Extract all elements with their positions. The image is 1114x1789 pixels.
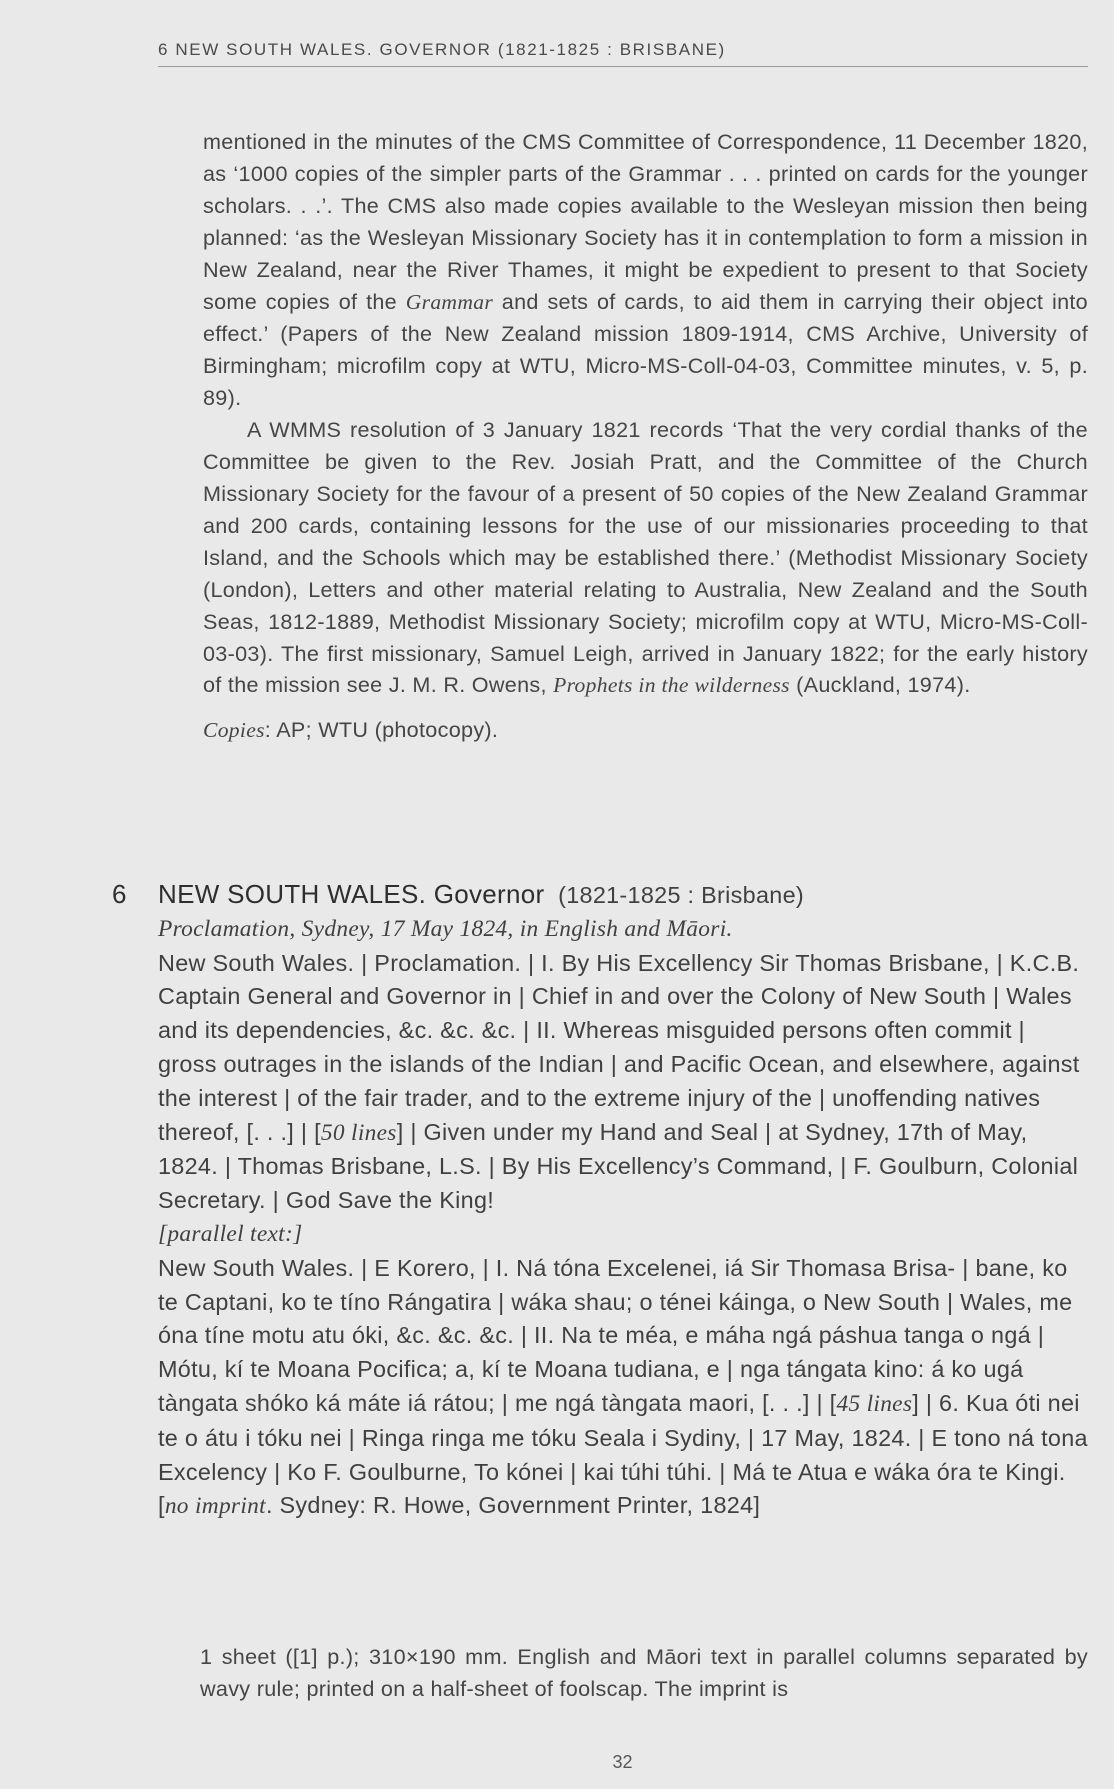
maori-transcription xyxy=(158,1252,1090,1524)
note-text: A WMMS resolution of 3 January 1821 records ‘That the very cordial thanks of the Committee be given to the Rev. Josiah Pratt, and the Committee of the Church Missionary Society for the favour of a present of 50 copies of the New Zealand Grammar and 200 cards, containing lessons for the use of our missionaries proceeding to that Island, and the Schools which may be established there.’ (Methodist Missionary Society (London), Letters and other material relating to Australia, New Zealand and the South Seas, 1812-1889, Methodist Missionary Society; microfilm copy at WTU, Micro-MS-Coll-03-03). The first missionary, Samuel Leigh, arrived in January 1822; for the early history of the mission see J. M. R. Owens, xyxy=(203,417,1088,698)
note-text: (Auckland, 1974). xyxy=(789,672,971,698)
copies-text: : AP; WTU (photocopy). xyxy=(264,717,499,743)
note-text: and sets of cards, to aid them in carrying their object into effect.’ (Papers of the New Zealand mission 1809-1914, CMS Archive, University of Birmingham; microfilm copy at WTU, Micro-MS-Coll-04-03, Committee minutes, v. 5, p. 89). xyxy=(203,288,1088,411)
note-paragraph xyxy=(203,414,1088,702)
catalogue-entry xyxy=(158,878,1090,1524)
note-italic: Grammar xyxy=(405,289,494,314)
english-transcription xyxy=(158,947,1090,1218)
transcription-text: New South Wales. | Proclamation. | I. By His Excellency Sir Thomas Brisbane, | K.C.B. Captain General and Governor in | Chief in and over the Colony of New South | Wales and its dependencies, &c. &c. &c. | II. Whereas misguided persons often commit | gross outrages in the islands of the Indian | and Pacific Ocean, and elsewhere, against the interest | of the fair trader, and to the extreme injury of the | unoffending natives thereof, [. . .] | [ xyxy=(158,949,1080,1145)
copies-label: Copies xyxy=(203,718,265,743)
entry-heading xyxy=(158,878,1090,913)
notes-section xyxy=(203,126,1088,747)
entry-heading-dates: (1821-1825 : Brisbane) xyxy=(558,882,804,908)
entry-title: Proclamation, Sydney, 17 May 1824, in English and Māori. xyxy=(158,915,733,942)
physical-description xyxy=(200,1641,1088,1705)
imprint-label: no imprint xyxy=(164,1493,266,1520)
transcription-text: ] | Given under my Hand and Seal | at Sydney, 17th of May, 1824. | Thomas Brisbane, L.S. | By His Excellency’s Command, | F. Goulburn, Colonial Secretary. | God Save the King! xyxy=(158,1118,1079,1214)
entry-heading-name: NEW SOUTH WALES. Governor xyxy=(158,879,545,909)
running-head: 6 NEW SOUTH WALES. GOVERNOR (1821-1825 : BRISBANE) xyxy=(158,40,1088,67)
note-paragraph xyxy=(203,126,1088,414)
parallel-text-label: [parallel text:] xyxy=(158,1220,303,1247)
copies-line xyxy=(203,714,1088,747)
lines-note: 50 lines xyxy=(320,1119,397,1146)
note-italic: Prophets in the wilderness xyxy=(553,673,790,698)
page-number: 32 xyxy=(612,1752,633,1772)
transcription-text: New South Wales. | E Korero, | I. Ná tóna Excelenei, iá Sir Thomasa Brisa- | bane, ko te Captani, ko te tíno Rángatira | wáka shau; o ténei káinga, o New South | Wales, me óna tíne motu atu óki, &c. &c. &c. | II. Na te méa, e máha ngá páshua tanga o ngá | Mótu, kí te Moana Pocifica; a, kí te Moana tudiana, e | nga tángata kino: á ko ugá tàngata shóko ká máte iá rátou; | me ngá tàngata maori, [. . .] | [ xyxy=(158,1254,1073,1416)
lines-note: 45 lines xyxy=(836,1390,913,1417)
imprint-text: . Sydney: R. Howe, Government Printer, 1824] xyxy=(265,1492,761,1519)
note-text: mentioned in the minutes of the CMS Committee of Correspondence, 11 December 1820, as ‘1000 copies of the simpler parts of the Grammar . . . printed on cards for the younger scholars. . .’. The CMS also made copies available to the Wesleyan mission then being planned: ‘as the Wesleyan Missionary Society has it in contemplation to form a mission in New Zealand, near the River Thames, it might be expedient to present to that Society some copies of the xyxy=(203,129,1088,314)
physical-text: 1 sheet ([1] p.); 310×190 mm. English and Māori text in parallel columns separated by wavy rule; printed on a half-sheet of foolscap. The imprint is xyxy=(200,1644,1088,1701)
entry-number: 6 xyxy=(112,879,127,909)
transcription-text: ] | 6. Kua óti nei te o átu i tóku nei | Ringa ringa me tóku Seala i Sydiny, | 17 May, 1824. | E tono ná tona Excelency | Ko F. Goulburne, To kónei | kai túhi túhi. | Má te Atua e wáka óra te Kingi. [ xyxy=(158,1389,1088,1519)
